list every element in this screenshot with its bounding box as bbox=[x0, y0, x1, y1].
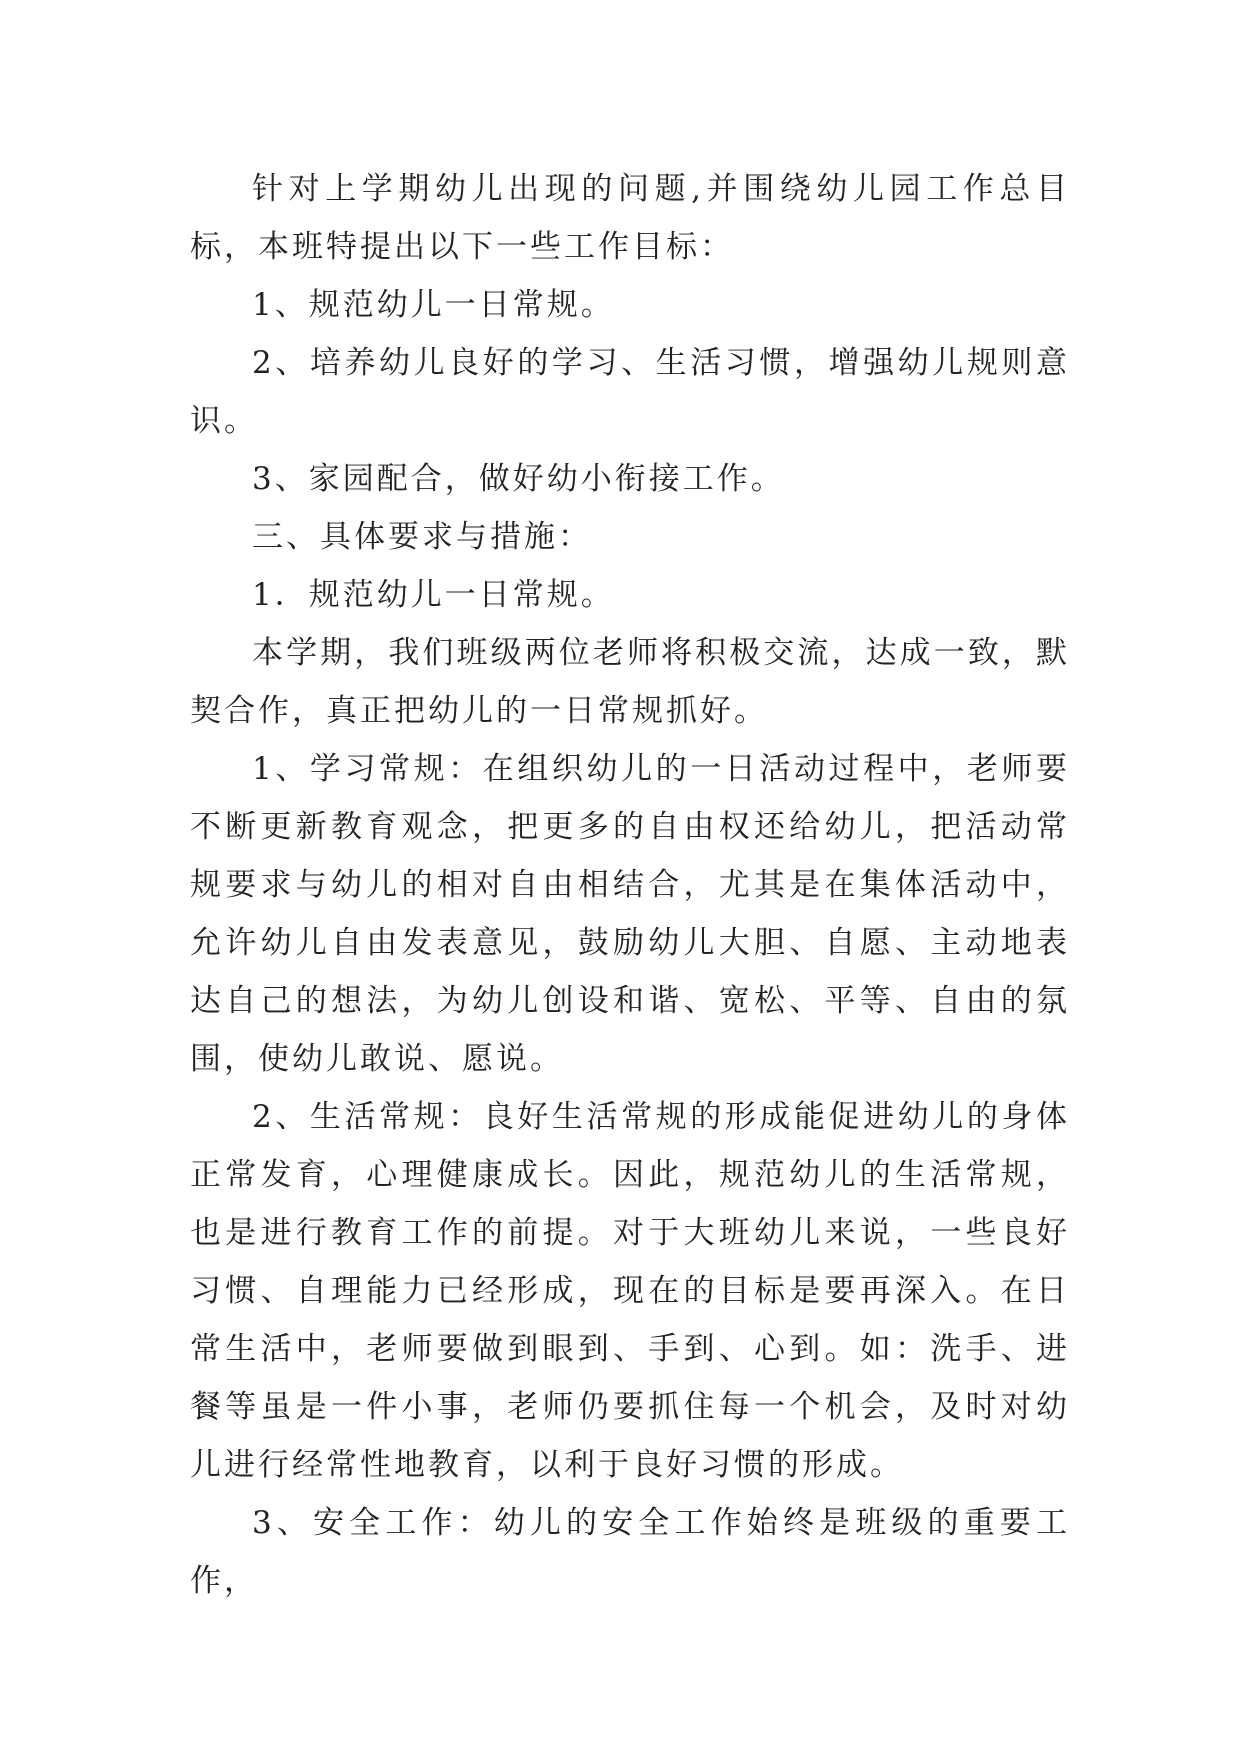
paragraph-life-routine: 2、生活常规：良好生活常规的形成能促进幼儿的身体正常发育，心理健康成长。因此，规范幼儿的生活常规，也是进行教育工作的前提。对于大班幼儿来说，一些良好习惯、自理能力已经形成，现在的目标是要再深入。在日常生活中，老师要做到眼到、手到、心到。如：洗手、进餐等虽是一件小事，老师仍要抓住每一个机会，及时对幼儿进行经常性地教育，以利于良好习惯的形成。 bbox=[190, 1099, 1070, 1483]
section-heading-requirements: 三、具体要求与措施： bbox=[252, 519, 592, 555]
paragraph-study-routine: 1、学习常规：在组织幼儿的一日活动过程中，老师要不断更新教育观念，把更多的自由权还给幼儿，把活动常规要求与幼儿的相对自由相结合，尤其是在集体活动中，允许幼儿自由发表意见，鼓励幼儿大胆、自愿、主动地表达自己的想法，为幼儿创设和谐、宽松、平等、自由的氛围，使幼儿敢说、愿说。 bbox=[190, 751, 1070, 1077]
paragraph-goal-2: 2、培养幼儿良好的学习、生活习惯，增强幼儿规则意识。 bbox=[190, 345, 1070, 439]
paragraph-safety: 3、安全工作：幼儿的安全工作始终是班级的重要工作， bbox=[190, 1505, 1070, 1599]
paragraph-semester: 本学期，我们班级两位老师将积极交流，达成一致，默契合作，真正把幼儿的一日常规抓好。 bbox=[190, 635, 1070, 729]
document-body bbox=[190, 160, 1070, 1610]
subheading-daily-routine: 1．规范幼儿一日常规。 bbox=[252, 577, 615, 613]
paragraph-intro: 针对上学期幼儿出现的问题,并围绕幼儿园工作总目标，本班特提出以下一些工作目标： bbox=[190, 171, 1070, 265]
paragraph-goal-1: 1、规范幼儿一日常规。 bbox=[252, 287, 615, 323]
paragraph-goal-3: 3、家园配合，做好幼小衔接工作。 bbox=[252, 461, 785, 497]
